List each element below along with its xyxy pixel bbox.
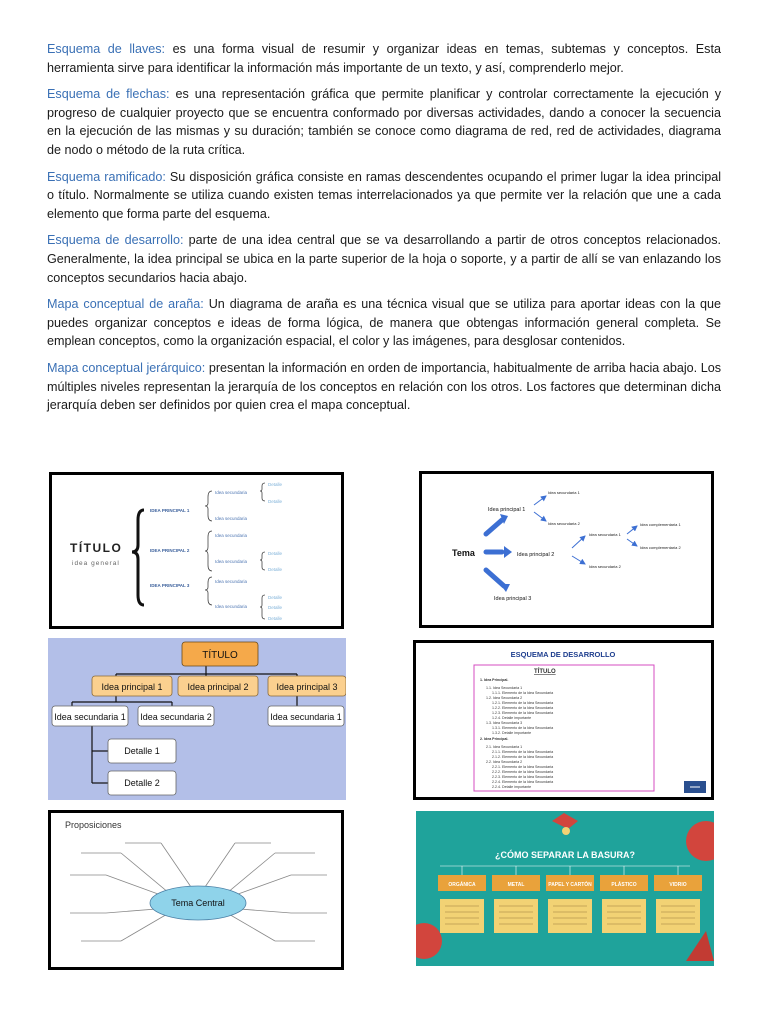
svg-text:Idea secundaria: Idea secundaria (215, 579, 248, 584)
arrows-comp-1: Idea complementaria 1 (640, 522, 681, 527)
svg-text:Detalle: Detalle (268, 551, 283, 556)
svg-text:Detalle: Detalle (268, 567, 283, 572)
svg-text:1.1. Idea Secundaria 1: 1.1. Idea Secundaria 1 (486, 686, 523, 690)
text-content (47, 40, 721, 423)
definition-paragraph (47, 231, 721, 287)
braces-idea-3: IDEA PRINCIPAL 3 (150, 583, 190, 588)
tree-detail-1: Detalle 1 (124, 746, 160, 756)
definition-paragraph (47, 168, 721, 224)
svg-text:2.2.1. Elemento de la Idea Sec: 2.2.1. Elemento de la Idea Secundaria (492, 765, 554, 769)
recycle-category-label: VIDRIO (669, 882, 687, 888)
svg-text:1.3.2. Detalle importante: 1.3.2. Detalle importante (492, 731, 532, 735)
tree-idea-2: Idea principal 2 (187, 682, 249, 692)
definition-term: Esquema de desarrollo: (47, 233, 184, 248)
definition-paragraph (47, 85, 721, 159)
svg-text:1.2.3. Elemento de la Idea Sec: 1.2.3. Elemento de la Idea Secundaria (492, 711, 554, 715)
svg-text:2. Idea Principal.: 2. Idea Principal. (480, 737, 509, 741)
svg-text:1. Idea Principal.: 1. Idea Principal. (480, 678, 509, 682)
definition-term: Mapa conceptual jerárquico: (47, 360, 206, 375)
definition-term: Esquema de flechas: (47, 87, 170, 102)
svg-text:Idea secundaria: Idea secundaria (215, 490, 248, 495)
svg-text:2.1.2. Elemento de la Idea Sec: 2.1.2. Elemento de la Idea Secundaria (492, 755, 554, 759)
definition-term: Mapa conceptual de araña: (47, 297, 204, 312)
tree-title: TÍTULO (202, 650, 238, 661)
arrows-diagram-image (419, 471, 714, 628)
svg-text:Detalle: Detalle (268, 499, 283, 504)
recycle-example-box (494, 899, 538, 933)
svg-text:Idea secundaria: Idea secundaria (215, 604, 248, 609)
svg-text:Idea secundaria: Idea secundaria (215, 516, 248, 521)
braces-idea-1: IDEA PRINCIPAL 1 (150, 508, 190, 513)
svg-text:2.2.2. Elemento de la Idea Sec: 2.2.2. Elemento de la Idea Secundaria (492, 770, 554, 774)
development-title: TÍTULO (534, 669, 556, 675)
recycle-example-box (602, 899, 646, 933)
svg-text:Idea secundaria 1: Idea secundaria 1 (589, 532, 621, 537)
braces-subtitle: idea general (72, 560, 120, 567)
tree-idea-3: Idea principal 3 (276, 682, 338, 692)
svg-text:1.1.1. Elemento de la Idea Sec: 1.1.1. Elemento de la Idea Secundaria (492, 691, 554, 695)
svg-text:1.3. Idea Secundaria 3: 1.3. Idea Secundaria 3 (486, 721, 523, 725)
definition-paragraph (47, 295, 721, 351)
definition-text: parte de una idea central que se va desarrollando a partir de otros conceptos relacionados. Generalmente, la idea principal se ubica en la parte superior de la hoja o soporte, y a partir de allí se van enlazando los conceptos secundarios hacia abajo. (47, 233, 721, 285)
recycle-question: ¿CÓMO SEPARAR LA BASURA? (495, 850, 635, 860)
tree-detail-2: Detalle 2 (124, 778, 160, 788)
svg-text:2.2.3. Elemento de la Idea Sec: 2.2.3. Elemento de la Idea Secundaria (492, 775, 554, 779)
recycle-category-label: ORGÁNICA (448, 882, 476, 888)
svg-text:1.3.1. Elemento de la Idea Sec: 1.3.1. Elemento de la Idea Secundaria (492, 726, 554, 730)
arrows-sec-2: Idea secundaria 2 (548, 521, 580, 526)
tree-diagram-image (48, 638, 346, 800)
braces-idea-2: IDEA PRINCIPAL 2 (150, 548, 190, 553)
recycle-category-label: METAL (507, 882, 525, 888)
tree-sec-2: Idea secundaria 2 (140, 712, 212, 722)
arrows-tema: Tema (452, 548, 475, 558)
development-diagram-image (413, 640, 714, 800)
svg-text:1.2.2. Elemento de la Idea Sec: 1.2.2. Elemento de la Idea Secundaria (492, 706, 554, 710)
recycle-category-label: PAPEL Y CARTÓN (548, 882, 592, 888)
svg-text:Detalle: Detalle (268, 482, 283, 487)
definition-term: Esquema ramificado: (47, 169, 166, 184)
definition-text: Un diagrama de araña es una técnica visual que se utiliza para aportar ideas con la que puedes organizar conceptos e ideas de forma lógica, de manera que obtengas información general completa. Se emplean conceptos, como la organización espacial, el color y las imágenes, para desglosar contenidos. (47, 297, 722, 349)
tree-sec-1: Idea secundaria 1 (54, 712, 126, 722)
svg-text:Detalle: Detalle (268, 595, 283, 600)
definition-term: Esquema de llaves: (47, 42, 166, 56)
arrows-idea-2: Idea principal 2 (517, 552, 555, 558)
definition-text: es una forma visual de resumir y organizar ideas en temas, subtemas y conceptos. Esta herramienta sirve para identificar la información más importante de un texto, y así, comprenderlo mejor. (47, 42, 721, 75)
spider-diagram-image (48, 810, 344, 970)
svg-text:Detalle: Detalle (268, 605, 283, 610)
tree-sec-3: Idea secundaria 1 (270, 712, 342, 722)
spider-label: Proposiciones (65, 820, 122, 830)
arrows-comp-2: Idea complementaria 2 (640, 545, 681, 550)
recycle-example-box (440, 899, 484, 933)
recycle-diagram-image (416, 811, 714, 966)
definition-text: presentan la información en orden de importancia, habitualmente de arriba hacia abajo. Los múltiples niveles representan la jerarquía de los conceptos en relación con los otros. Los factores que determinan dicha jerarquía deben ser definidos por quien crea el mapa conceptual. (47, 360, 721, 413)
arrows-idea-1: Idea principal 1 (488, 507, 526, 513)
arrows-idea-3: Idea principal 3 (494, 596, 532, 602)
svg-text:2.1. Idea Secundaria 1: 2.1. Idea Secundaria 1 (486, 745, 523, 749)
braces-title: TÍTULO (70, 541, 123, 555)
svg-text:Detalle: Detalle (268, 616, 283, 621)
definition-text: Su disposición gráfica consiste en ramas descendentes ocupando el primer lugar la idea principal o título. Normalmente se utiliza cuando existen temas interrelacionados ya que permite ver la relación que une a cada elemento que forma parte del esquema. (47, 169, 722, 221)
definition-paragraph (47, 40, 721, 77)
spider-center-label: Tema Central (171, 898, 225, 908)
recycle-example-box (656, 899, 700, 933)
svg-text:1.2.1. Elemento de la Idea Sec: 1.2.1. Elemento de la Idea Secundaria (492, 701, 554, 705)
svg-text:2.2.4. Elemento de la Idea Sec: 2.2.4. Elemento de la Idea Secundaria (492, 780, 554, 784)
svg-text:2.2.4. Detalle importante: 2.2.4. Detalle importante (492, 785, 532, 789)
definition-paragraph (47, 359, 721, 415)
recycle-example-box (548, 899, 592, 933)
svg-text:1.2.4. Detalle importante: 1.2.4. Detalle importante (492, 716, 532, 720)
svg-text:Idea secundaria: Idea secundaria (215, 533, 248, 538)
definition-text: es una representación gráfica que permite planificar y controlar correctamente la ejecución y progreso de cualquier proyecto que se encuentra conformado por diversas actividades, dando a conocer la secuencia en la ejecución de las mismas y su duración; también se conoce como diagrama de red, red de actividades, diagrama de nodo o método de la ruta crítica. (47, 87, 721, 157)
development-heading: ESQUEMA DE DESARROLLO (510, 650, 616, 659)
svg-text:Idea secundaria: Idea secundaria (215, 559, 248, 564)
tree-idea-1: Idea principal 1 (101, 682, 163, 692)
svg-text:Idea secundaria 2: Idea secundaria 2 (589, 564, 621, 569)
svg-text:2.2. Idea Secundaria 2: 2.2. Idea Secundaria 2 (486, 760, 523, 764)
svg-text:2.1.1. Elemento de la Idea Sec: 2.1.1. Elemento de la Idea Secundaria (492, 750, 554, 754)
svg-text:1.2. Idea Secundaria 2: 1.2. Idea Secundaria 2 (486, 696, 523, 700)
arrows-sec-1: Idea secundaria 1 (548, 490, 580, 495)
braces-diagram-image (49, 472, 344, 629)
recycle-category-label: PLÁSTICO (611, 882, 637, 888)
